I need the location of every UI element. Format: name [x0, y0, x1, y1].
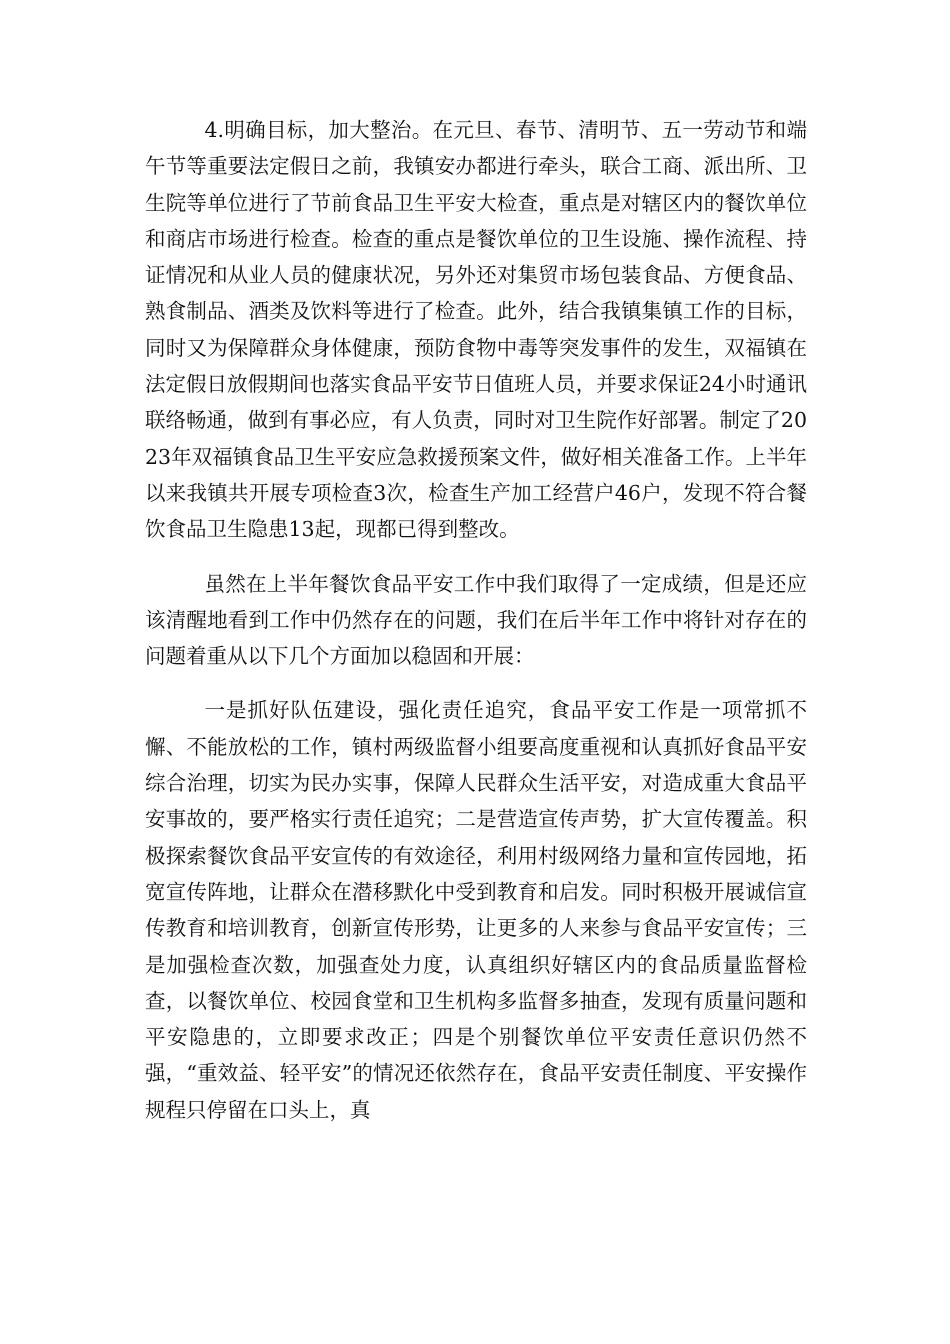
paragraph-rectification: 4.明确目标，加大整治。在元旦、春节、清明节、五一劳动节和端午节等重要法定假日之前，我镇安办都进行牵头，联合工商、派出所、卫生院等单位进行了节前食品卫生平安大检查，重点是对辖区内的餐饮单位和商店市场进行检查。检查的重点是餐饮单位的卫生设施、操作流程、持证情况和从业人员的健康状况，另外还对集贸市场包装食品、方便食品、熟食制品、酒类及饮料等进行了检查。此外，结合我镇集镇工作的目标，同时又为保障群众身体健康，预防食物中毒等突发事件的发生，双福镇在法定假日放假期间也落实食品平安节日值班人员，并要求保证24小时通讯联络畅通，做到有事必应，有人负责，同时对卫生院作好部署。制定了2023年双福镇食品卫生平安应急救援预案文件，做好相关准备工作。上半年以来我镇共开展专项检查3次，检查生产加工经营户46户，发现不符合餐饮食品卫生隐患13起，现都已得到整改。 — [145, 118, 807, 542]
document-page — [145, 112, 807, 1128]
paragraph-measures: 一是抓好队伍建设，强化责任追究，食品平安工作是一项常抓不懈、不能放松的工作，镇村两级监督小组要高度重视和认真抓好食品平安综合治理，切实为民办实事，保障人民群众生活平安，对造成重大食品平安事故的，要严格实行责任追究；二是营造宣传声势，扩大宣传覆盖。积极探索餐饮食品平安宣传的有效途径，利用村级网络力量和宣传园地，拓宽宣传阵地，让群众在潜移默化中受到教育和启发。同时积极开展诚信宣传教育和培训教育，创新宣传形势，让更多的人来参与食品平安宣传；三是加强检查次数，加强查处力度，认真组织好辖区内的食品质量监督检查，以餐饮单位、校园食堂和卫生机构多监督多抽查，发现有质量问题和平安隐患的，立即要求改正；四是个别餐饮单位平安责任意识仍然不强，“重效益、轻平安”的情况还依然存在，食品平安责任制度、平安操作规程只停留在口头上，真 — [145, 698, 807, 1122]
paragraph-problems-intro: 虽然在上半年餐饮食品平安工作中我们取得了一定成绩，但是还应该清醒地看到工作中仍然存在的问题，我们在后半年工作中将针对存在的问题着重从以下几个方面加以稳固和开展： — [145, 571, 807, 669]
